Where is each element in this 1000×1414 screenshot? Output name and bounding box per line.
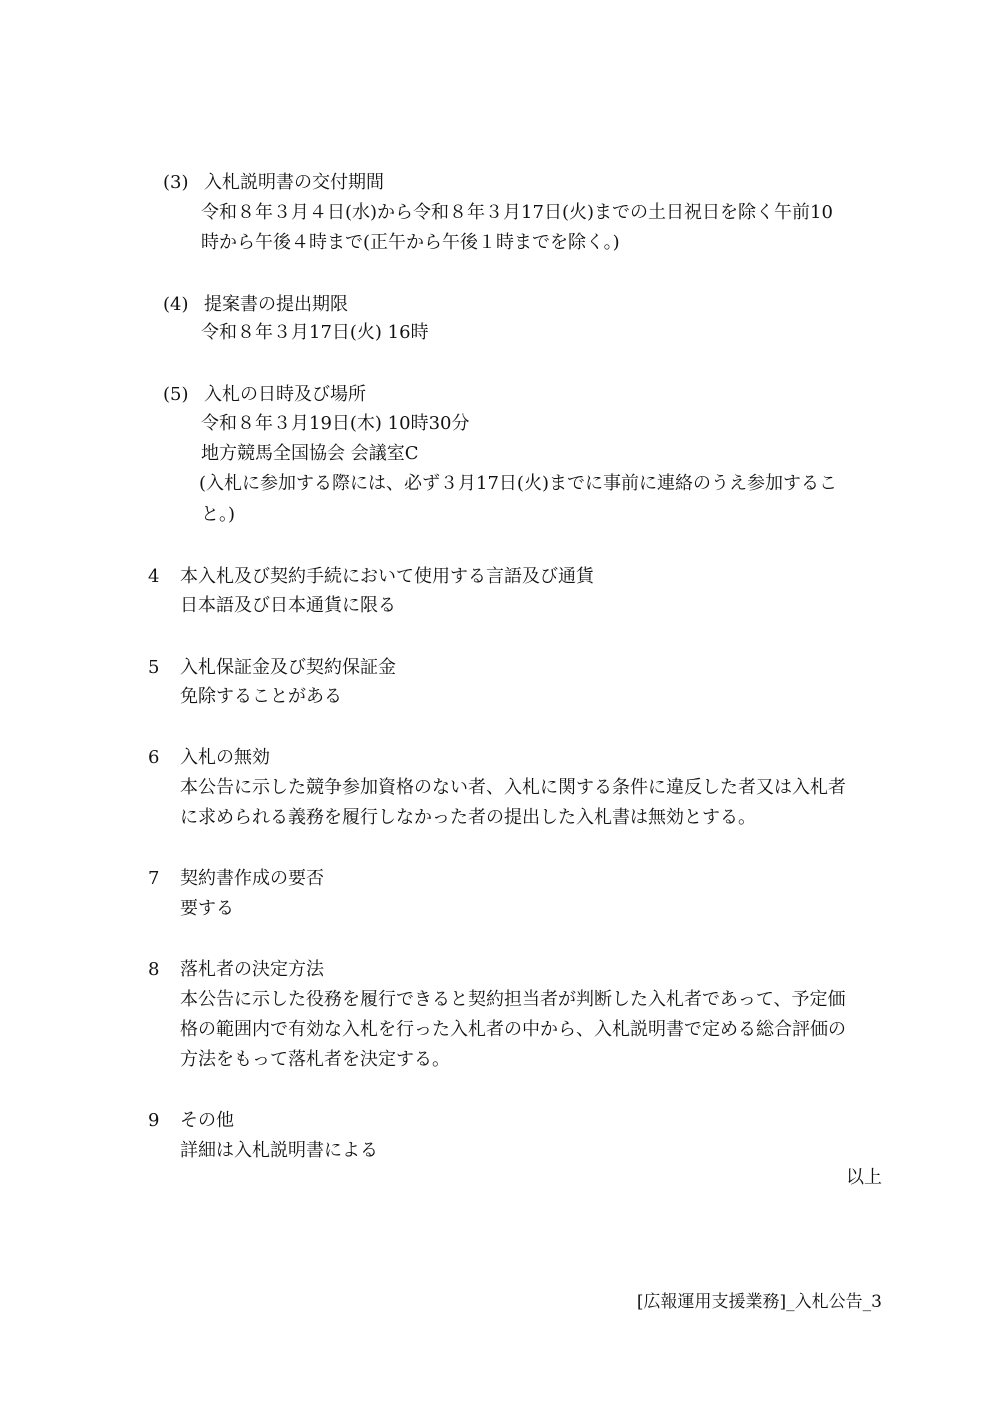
section-number: 8 [148,959,160,980]
section-body-line: 本公告に示した競争参加資格のない者、入札に関する条件に違反した者又は入札者 [180,777,846,798]
section-number: 4 [148,566,160,587]
section-heading: 入札保証金及び契約保証金 [180,657,396,678]
section-number: 9 [148,1110,160,1131]
sub-item-body-line: 令和８年３月19日(木) 10時30分 [201,413,470,434]
page-footer: [広報運用支援業務]_入札公告_3 [636,1292,882,1312]
sub-item-number: (4) [163,294,189,315]
section-number: 7 [148,868,160,889]
section-body-line: 詳細は入札説明書による [180,1140,378,1161]
section-body-line: 日本語及び日本通貨に限る [180,595,396,616]
section-body-line: 本公告に示した役務を履行できると契約担当者が判断した入札者であって、予定価 [180,989,846,1010]
sub-item-body-line: 令和８年３月17日(火) 16時 [201,322,429,343]
sub-item-heading: 提案書の提出期限 [204,294,348,315]
section-heading: 落札者の決定方法 [180,959,324,980]
section-body-line: 免除することがある [180,686,342,707]
sub-item-number: (3) [163,172,189,193]
sub-item-body-line: (入札に参加する際には、必ず３月17日(火)までに事前に連絡のうえ参加するこ [199,473,837,494]
sub-item-body-line: 令和８年３月４日(水)から令和８年３月17日(火)までの土日祝日を除く午前10 [201,202,833,223]
sub-item-body-line: 地方競馬全国協会 会議室C [201,443,419,464]
sub-item-number: (5) [163,384,189,405]
sub-item-body-line: 時から午後４時まで(正午から午後１時までを除く。) [201,232,620,253]
sub-item-body-line: と。) [201,504,236,525]
section-number: 6 [148,747,160,768]
sub-item-heading: 入札の日時及び場所 [204,384,366,405]
section-body-line: 格の範囲内で有効な入札を行った入札者の中から、入札説明書で定める総合評価の [180,1019,846,1040]
section-body-line: 方法をもって落札者を決定する。 [180,1049,450,1070]
closing-mark: 以上 [846,1167,882,1188]
section-body-line: に求められる義務を履行しなかった者の提出した入札書は無効とする。 [180,807,756,828]
section-number: 5 [148,657,160,678]
section-heading: 入札の無効 [180,747,270,768]
section-body-line: 要する [180,898,234,919]
section-heading: 契約書作成の要否 [180,868,324,889]
section-heading: その他 [180,1110,234,1131]
section-heading: 本入札及び契約手続において使用する言語及び通貨 [180,566,594,587]
sub-item-heading: 入札説明書の交付期間 [204,172,384,193]
